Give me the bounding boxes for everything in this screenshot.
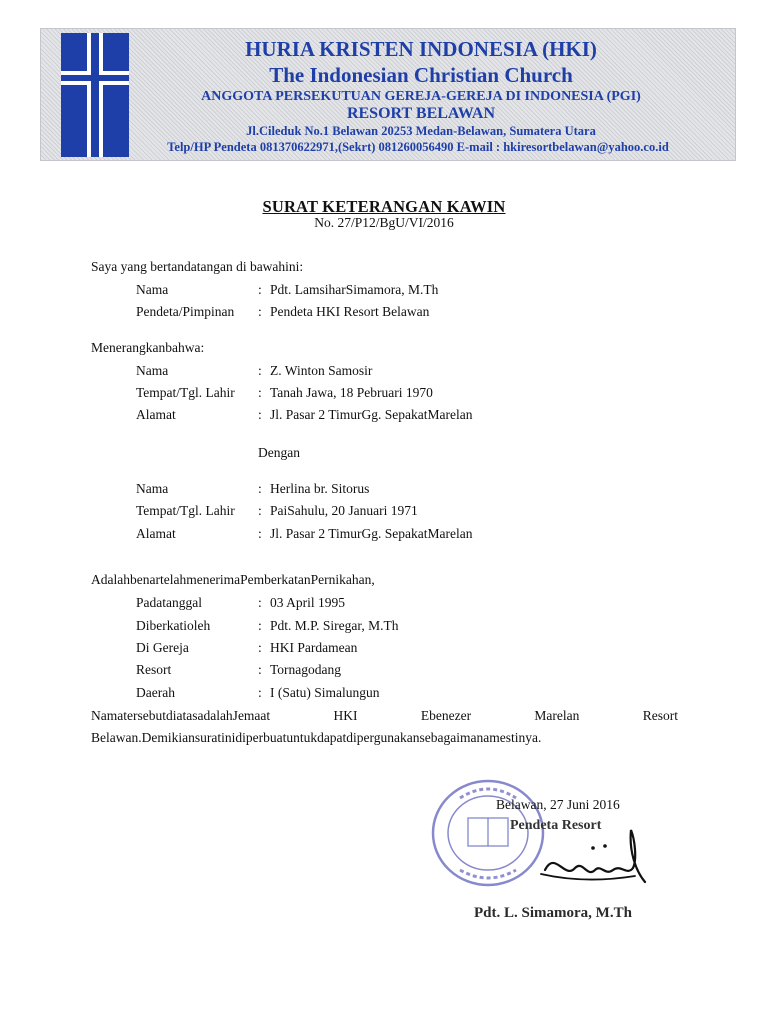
field-value: Jl. Pasar 2 TimurGg. SepakatMarelan xyxy=(270,407,473,422)
closing-word: NamatersebutdiatasadalahJemaat xyxy=(91,708,271,723)
membership-line: ANGGOTA PERSEKUTUAN GEREJA-GEREJA DI INDONESIA (PGI) xyxy=(201,89,641,104)
closing-line-1 xyxy=(91,708,678,724)
field-label: Nama xyxy=(136,282,169,297)
field-label: Pendeta/Pimpinan xyxy=(136,304,235,319)
with-text: Dengan xyxy=(258,445,300,460)
field-value: PaiSahulu, 20 Januari 1971 xyxy=(270,503,418,518)
field-label: Alamat xyxy=(136,407,176,422)
field-value: Herlina br. Sitorus xyxy=(270,481,370,496)
closing-word: HKI xyxy=(333,708,358,723)
field-value: I (Satu) Simalungun xyxy=(270,685,380,700)
church-cross-logo xyxy=(61,33,129,157)
address: Jl.Cileduk No.1 Belawan 20253 Medan-Belawan, Sumatera Utara xyxy=(246,124,596,138)
field-value: Z. Winton Samosir xyxy=(270,363,373,378)
field-value: HKI Pardamean xyxy=(270,640,358,655)
signer-role: Pendeta Resort xyxy=(510,818,602,833)
field-colon: : xyxy=(258,595,262,610)
field-colon: : xyxy=(258,385,262,400)
field-label: Alamat xyxy=(136,526,176,541)
document-number: No. 27/P12/BgU/VI/2016 xyxy=(314,215,454,230)
church-name: HURIA KRISTEN INDONESIA (HKI) xyxy=(245,37,597,61)
field-colon: : xyxy=(258,407,262,422)
field-label: Daerah xyxy=(136,685,175,700)
field-label: Tempat/Tgl. Lahir xyxy=(136,503,235,518)
signer-name: Pdt. L. Simamora, M.Th xyxy=(474,905,632,921)
field-label: Tempat/Tgl. Lahir xyxy=(136,385,235,400)
field-colon: : xyxy=(258,640,262,655)
field-label: Resort xyxy=(136,662,172,677)
letterhead xyxy=(40,28,736,161)
intro-text: Saya yang bertandatangan di bawahini: xyxy=(91,259,304,274)
field-value: Pdt. M.P. Siregar, M.Th xyxy=(270,618,399,633)
closing-word: Resort xyxy=(642,708,678,723)
field-value: Pendeta HKI Resort Belawan xyxy=(270,304,430,319)
field-colon: : xyxy=(258,481,262,496)
field-value: Tanah Jawa, 18 Pebruari 1970 xyxy=(270,385,433,400)
declares-text: Menerangkanbahwa: xyxy=(91,340,205,355)
field-colon: : xyxy=(258,363,262,378)
place-date: Belawan, 27 Juni 2016 xyxy=(496,797,620,812)
field-colon: : xyxy=(258,618,262,633)
field-colon: : xyxy=(258,282,262,297)
field-label: Diberkatioleh xyxy=(136,618,211,633)
field-label: Nama xyxy=(136,481,169,496)
field-colon: : xyxy=(258,662,262,677)
field-colon: : xyxy=(258,685,262,700)
field-label: Di Gereja xyxy=(136,640,189,655)
field-colon: : xyxy=(258,304,262,319)
field-value: Jl. Pasar 2 TimurGg. SepakatMarelan xyxy=(270,526,473,541)
blessing-intro: AdalahbenartelahmenerimaPemberkatanPernikahan, xyxy=(91,572,375,587)
contact-line: Telp/HP Pendeta 081370622971,(Sekrt) 081260056490 E-mail : hkiresortbelawan@yahoo.co.id xyxy=(167,140,669,154)
field-colon: : xyxy=(258,526,262,541)
closing-line-2: Belawan.Demikiansuratinidiperbuatuntukdapatdipergunakansebagaimanamestinya. xyxy=(91,730,542,745)
resort-name: RESORT BELAWAN xyxy=(346,105,496,122)
field-value: Tornagodang xyxy=(270,662,342,677)
field-colon: : xyxy=(258,503,262,518)
field-label: Nama xyxy=(136,363,169,378)
church-name-english: The Indonesian Christian Church xyxy=(269,63,573,87)
closing-word: Ebenezer xyxy=(420,708,472,723)
document-title: SURAT KETERANGAN KAWIN xyxy=(262,197,506,216)
field-value: Pdt. LamsiharSimamora, M.Th xyxy=(270,282,439,297)
closing-word: Marelan xyxy=(534,708,580,723)
field-label: Padatanggal xyxy=(136,595,202,610)
handwritten-signature xyxy=(535,820,655,900)
field-value: 03 April 1995 xyxy=(270,595,346,610)
closing-paragraph xyxy=(91,708,678,746)
